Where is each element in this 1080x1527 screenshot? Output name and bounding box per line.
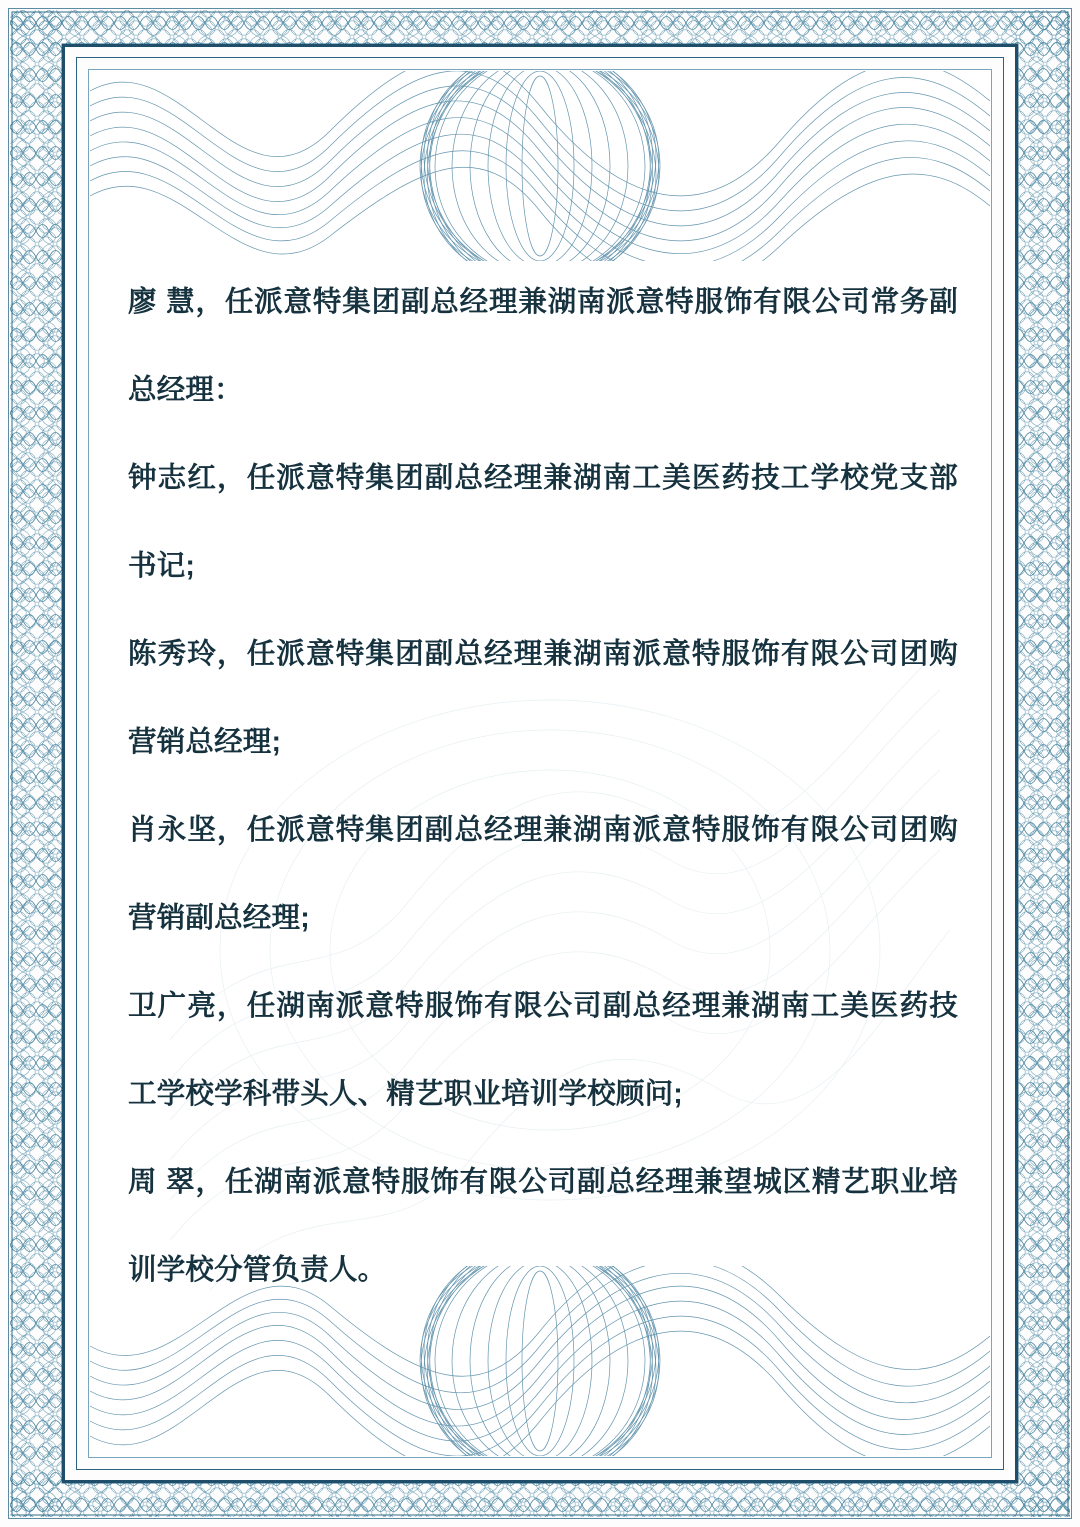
appointment-text-1: 任派意特集团副总经理兼湖南派意特服饰有限公司常务副总经理： [128,286,958,406]
appointment-entry-4 [128,786,958,962]
appointee-name-6: 周 翠， [128,1166,225,1198]
appointment-text-2: 任派意特集团副总经理兼湖南工美医药技工学校党支部书记; [128,462,958,582]
appointment-text-4: 任派意特集团副总经理兼湖南派意特服饰有限公司团购营销副总经理; [128,814,958,934]
appointment-text-5: 任湖南派意特服饰有限公司副总经理兼湖南工美医药技工学校学科带头人、精艺职业培训学校顾问; [128,990,958,1110]
appointment-text-3: 任派意特集团副总经理兼湖南派意特服饰有限公司团购营销总经理; [128,638,958,758]
certificate-body [128,258,958,1314]
appointee-name-4: 肖永坚， [128,814,247,846]
appointment-entry-5 [128,962,958,1138]
appointment-entry-2 [128,434,958,610]
appointee-name-3: 陈秀玲， [128,638,247,670]
appointment-entry-3 [128,610,958,786]
appointment-entry-6 [128,1138,958,1314]
appointee-name-5: 卫广亮， [128,990,247,1022]
appointee-name-2: 钟志红， [128,462,247,494]
appointment-text-6: 任湖南派意特服饰有限公司副总经理兼望城区精艺职业培训学校分管负责人。 [128,1166,958,1286]
appointment-entry-1 [128,258,958,434]
appointee-name-1: 廖 慧， [128,286,225,318]
